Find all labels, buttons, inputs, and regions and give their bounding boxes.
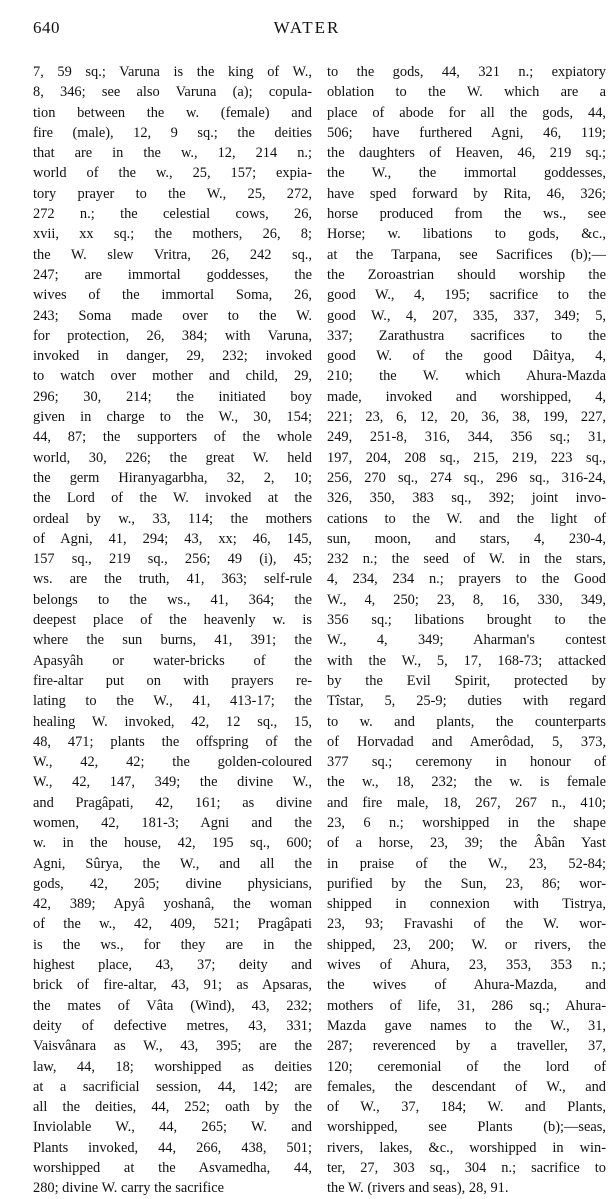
index-line: ordeal by w., 33, 114; the mothers xyxy=(33,510,312,527)
index-line: oblation to the W. which are a xyxy=(327,84,606,101)
index-line: 287; reverenced by a traveller, 37, xyxy=(327,1038,606,1055)
index-line: belongs to the ws., 41, 364; the xyxy=(33,591,312,608)
index-line: wives of Ahura, 23, 353, 353 n.; xyxy=(327,957,606,974)
index-line: ter, 27, 303 sq., 304 n.; sacrifice to xyxy=(327,1160,606,1177)
index-line: fire-altar put on with prayers re- xyxy=(33,672,312,689)
index-line: mothers of life, 31, 286 sq.; Ahura- xyxy=(327,997,606,1014)
index-line: 157 sq., 219 sq., 256; 49 (i), 45; xyxy=(33,551,312,568)
page-number: 640 xyxy=(33,18,60,37)
left-column xyxy=(33,62,312,1199)
index-line: the W. (rivers and seas), 28, 91. xyxy=(327,1180,509,1197)
index-line: 356 sq.; libations brought to the xyxy=(327,612,606,629)
index-line: at a sacrificial session, 44, 142; are xyxy=(33,1078,312,1095)
index-line: tory prayer to the W., 25, 272, xyxy=(33,185,312,202)
index-line: W., 42, 147, 349; the divine W., xyxy=(33,774,312,791)
index-line: the mates of Vâta (Wind), 43, 232; xyxy=(33,997,312,1014)
index-line: xvii, xx sq.; the mothers, 26, 8; xyxy=(33,226,312,243)
index-line: shipped in connexion with Tistrya, xyxy=(327,896,606,913)
index-line: gods, 42, 205; divine physicians, xyxy=(33,875,312,892)
index-line: to the gods, 44, 321 n.; expiatory xyxy=(327,64,606,80)
index-line: horse produced from the ws., see xyxy=(327,206,606,223)
index-line: 506; have furthered Agni, 46, 119; xyxy=(327,124,606,141)
index-line: tion between the w. (female) and xyxy=(33,104,312,121)
index-line: 296; 30, 214; the initiated boy xyxy=(33,388,312,405)
index-line: of a horse, 23, 39; the Âbân Yast xyxy=(327,835,606,852)
index-line: purified by the Sun, 23, 86; wor- xyxy=(327,875,606,892)
index-line: females, the descendant of W., and xyxy=(327,1078,606,1095)
index-line: Inviolable W., 44, 265; W. and xyxy=(33,1119,312,1136)
running-head: WATER xyxy=(273,18,341,37)
index-line: the w., 18, 232; the w. is female xyxy=(327,774,606,791)
index-line: 232 n.; the seed of W. in the stars, xyxy=(327,551,606,568)
index-line: wives of the immortal Soma, 26, xyxy=(33,287,312,304)
index-line: rivers, lakes, &c., worshipped in win- xyxy=(327,1139,606,1156)
index-line: 272 n.; the celestial cows, 26, xyxy=(33,206,312,223)
index-line: 23, 93; Fravashi of the W. wor- xyxy=(327,916,606,933)
index-line: 221; 23, 6, 12, 20, 36, 38, 199, 227, xyxy=(327,409,606,426)
index-line: made, invoked and worshipped, 4, xyxy=(327,388,606,405)
index-line: highest place, 43, 37; deity and xyxy=(33,957,312,974)
index-line: Agni, Sûrya, the W., and all the xyxy=(33,855,312,872)
index-line: Horse; w. libations to gods, &c., xyxy=(327,226,606,243)
index-line: at the Tarpana, see Sacrifices (b);— xyxy=(327,246,606,263)
index-line: good W. of the good Dâitya, 4, xyxy=(327,348,606,365)
index-line: the daughters of Heaven, 46, 219 sq.; xyxy=(327,145,606,162)
index-line: Vaisvânara as W., 43, 395; are the xyxy=(33,1038,312,1055)
index-line: good W., 4, 207, 335, 337, 349; 5, xyxy=(327,307,606,324)
index-line: 4, 234, 234 n.; prayers to the Good xyxy=(327,571,606,588)
index-line: of the w., 42, 409, 521; Pragâpati xyxy=(33,916,312,933)
index-line: 377 sq.; ceremony in honour of xyxy=(327,754,606,771)
index-line: 48, 471; plants the offspring of the xyxy=(33,733,312,750)
index-line: where the sun burns, 41, 391; the xyxy=(33,632,312,649)
index-line: women, 42, 181-3; Agni and the xyxy=(33,814,312,831)
index-line: Plants invoked, 44, 266, 438, 501; xyxy=(33,1139,312,1156)
index-line: W., 42, 42; the golden-coloured xyxy=(33,754,312,771)
index-line: worshipped, see Plants (b);—seas, xyxy=(327,1119,606,1136)
index-line: 23, 6 n.; worshipped in the shape xyxy=(327,814,606,831)
index-line: place of abode for all the gods, 44, xyxy=(327,104,606,121)
index-line: 337; Zarathustra sacrifices to the xyxy=(327,327,606,344)
index-line: world, 30, 226; the great W. held xyxy=(33,449,312,466)
index-line: invoked in danger, 29, 232; invoked xyxy=(33,348,312,365)
index-line: the wives of Ahura-Mazda, and xyxy=(327,977,606,994)
index-line: 243; Soma made over to the W. xyxy=(33,307,312,324)
index-line: have sped forward by Rita, 46, 326; xyxy=(327,185,606,202)
index-line: Tîstar, 5, 25-9; duties with regard xyxy=(327,693,606,710)
index-line: of Agni, 41, 294; 43, xx; 46, 145, xyxy=(33,530,312,547)
index-line: of W., 37, 184; W. and Plants, xyxy=(327,1099,606,1116)
index-line: ws. are the truth, 41, 363; self-rule xyxy=(33,571,312,588)
index-line: sun, moon, and stars, 4, 230-4, xyxy=(327,530,606,547)
index-line: 7, 59 sq.; Varuna is the king of W., xyxy=(33,64,312,80)
index-line: and fire male, 18, 267, 267 n., 410; xyxy=(327,794,606,811)
index-line: the Lord of the W. invoked at the xyxy=(33,490,312,507)
index-line: to watch over mother and child, 29, xyxy=(33,368,312,385)
index-line: fire (male), 12, 9 sq.; the deities xyxy=(33,124,312,141)
index-line: 247; are immortal goddesses, the xyxy=(33,266,312,283)
index-line: 249, 251-8, 316, 344, 356 sq.; 31, xyxy=(327,429,606,446)
index-line: 210; the W. which Ahura-Mazda xyxy=(327,368,606,385)
index-line: shipped, 23, 200; W. or rivers, the xyxy=(327,936,606,953)
index-line: good W., 4, 195; sacrifice to the xyxy=(327,287,606,304)
index-line: 42, 389; Apyâ yoshanâ, the woman xyxy=(33,896,312,913)
index-line: law, 44, 18; worshipped as deities xyxy=(33,1058,312,1075)
index-line: the W. slew Vritra, 26, 242 sq., xyxy=(33,246,312,263)
index-line: by the Evil Spirit, protected by xyxy=(327,672,606,689)
index-line: lating to the W., 41, 413-17; the xyxy=(33,693,312,710)
index-line: in praise of the W., 23, 52-84; xyxy=(327,855,606,872)
index-line: that are in the w., 12, 214 n.; xyxy=(33,145,312,162)
index-line: 256, 270 sq., 274 sq., 296 sq., 316-24, xyxy=(327,469,606,486)
index-line: 197, 204, 208 sq., 215, 219, 223 sq., xyxy=(327,449,606,466)
index-line: world of the w., 25, 157; expia- xyxy=(33,165,312,182)
index-line: 326, 350, 383 sq., 392; joint invo- xyxy=(327,490,606,507)
index-line: 120; ceremonial of the lord of xyxy=(327,1058,606,1075)
index-line: of Horvadad and Amerôdad, 5, 373, xyxy=(327,733,606,750)
index-line: the germ Hiranyagarbha, 32, 2, 10; xyxy=(33,469,312,486)
index-line: the Zoroastrian should worship the xyxy=(327,266,606,283)
index-line: healing W. invoked, 42, 12 sq., 15, xyxy=(33,713,312,730)
index-line: Mazda gave names to the W., 31, xyxy=(327,1017,606,1034)
right-column xyxy=(327,62,606,1199)
index-line: 8, 346; see also Varuna (a); copula- xyxy=(33,84,312,101)
index-line: w. in the house, 42, 195 sq., 600; xyxy=(33,835,312,852)
index-line: cations to the W. and the light of xyxy=(327,510,606,527)
index-line: deepest place of the heavenly w. is xyxy=(33,612,312,629)
index-line: for protection, 26, 384; with Varuna, xyxy=(33,327,312,344)
index-line: with the W., 5, 17, 168-73; attacked xyxy=(327,652,606,669)
index-line: all the deities, 44, 252; oath by the xyxy=(33,1099,312,1116)
index-line: the W., the immortal goddesses, xyxy=(327,165,606,182)
index-line: W., 4, 250; 23, 8, 16, 330, 349, xyxy=(327,591,606,608)
index-line: to w. and plants, the counterparts xyxy=(327,713,606,730)
index-line: W., 4, 349; Aharman's contest xyxy=(327,632,606,649)
index-line: worshipped at the Asvamedha, 44, xyxy=(33,1160,312,1177)
index-line: given in charge to the W., 30, 154; xyxy=(33,409,312,426)
index-line: is the ws., for they are in the xyxy=(33,936,312,953)
index-line: brick of fire-altar, 43, 91; as Apsaras, xyxy=(33,977,312,994)
index-line: deity of defective metres, 43, 331; xyxy=(33,1017,312,1034)
index-line: Apasyâh or water-bricks of the xyxy=(33,652,312,669)
index-line: 44, 87; the supporters of the whole xyxy=(33,429,312,446)
index-line: and Pragâpati, 42, 161; as divine xyxy=(33,794,312,811)
index-line: 280; divine W. carry the sacrifice xyxy=(33,1180,225,1197)
